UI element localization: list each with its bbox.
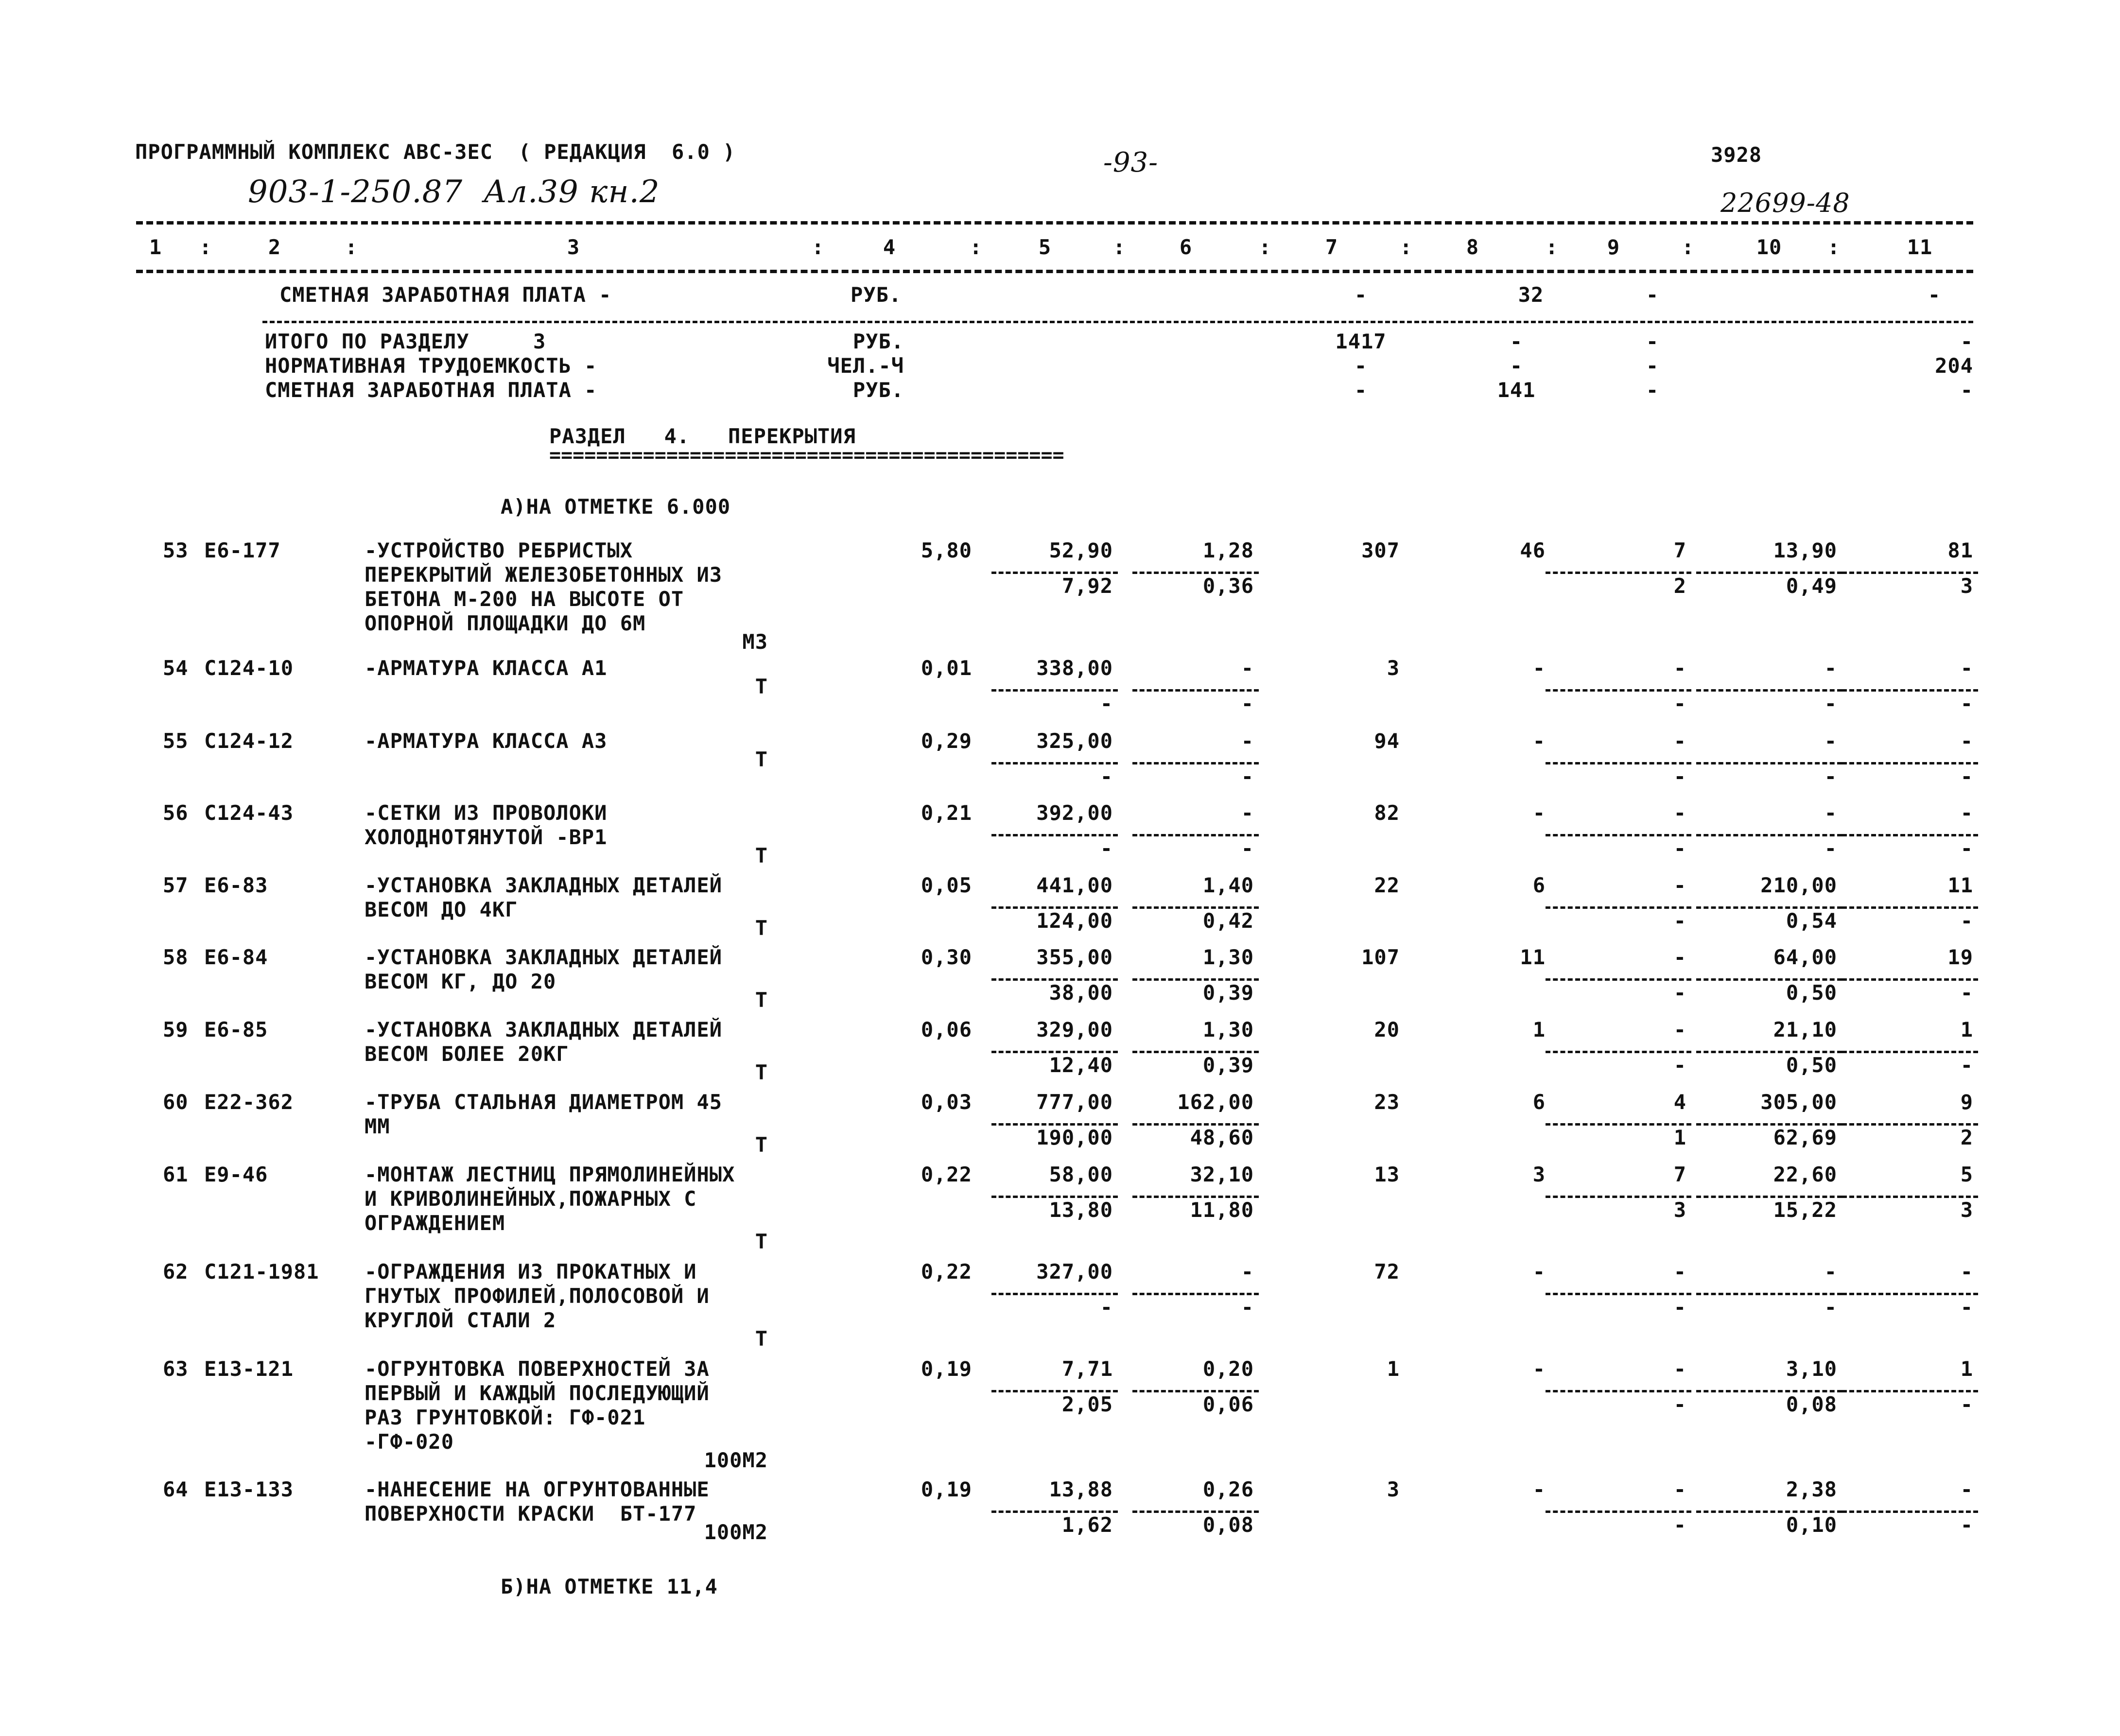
row-description-line: ВЕСОМ ДО 4КГ (365, 898, 518, 921)
row-c9: - (1673, 1260, 1686, 1284)
row-c9b: 3 (1673, 1198, 1686, 1222)
row-c11b: - (1960, 1392, 1973, 1416)
row-c5: 777,00 (1036, 1090, 1113, 1114)
row-c4: 0,22 (921, 1163, 972, 1186)
row-unit: Т (755, 1327, 768, 1351)
row-c6b: 0,08 (1202, 1513, 1254, 1537)
row-description-line: ПОВЕРХНОСТИ КРАСКИ БТ-177 (365, 1502, 697, 1526)
column-separator: : (970, 235, 983, 259)
header-rule-top (136, 221, 1973, 225)
row-c11: - (1960, 729, 1973, 753)
row-c10: 13,90 (1773, 538, 1837, 562)
row-c10b: 0,49 (1786, 574, 1837, 598)
row-c11b: - (1960, 692, 1973, 715)
row-number: 56 (163, 801, 189, 825)
row-description-line: -ОГРУНТОВКА ПОВЕРХНОСТЕЙ ЗА (365, 1357, 710, 1381)
row-unit: М3 (742, 630, 768, 654)
row-description-line: -СЕТКИ ИЗ ПРОВОЛОКИ (365, 801, 608, 825)
row-c11: 1 (1960, 1018, 1973, 1042)
row-c10b: 62,69 (1773, 1126, 1837, 1149)
row-description-line: БЕТОНА М-200 НА ВЫСОТЕ ОТ (365, 587, 684, 611)
row-c9: - (1673, 945, 1686, 969)
row-number: 61 (163, 1163, 189, 1186)
row-c11: 81 (1947, 538, 1973, 562)
row-c9b: 1 (1673, 1126, 1686, 1149)
row-code: С124-43 (204, 801, 294, 825)
column-header-4: 4 (883, 235, 896, 259)
row-description-line: -УСТАНОВКА ЗАКЛАДНЫХ ДЕТАЛЕЙ (365, 873, 723, 897)
row-code: Е6-85 (204, 1018, 268, 1042)
row-c10: 64,00 (1773, 945, 1837, 969)
row-c4: 0,29 (921, 729, 972, 753)
row-c9b: 2 (1673, 574, 1686, 598)
row-c6: 1,40 (1202, 873, 1254, 897)
row-c5b: 13,80 (1049, 1198, 1113, 1222)
row-c5b: 7,92 (1061, 574, 1113, 598)
row-c5: 441,00 (1036, 873, 1113, 897)
row-number: 58 (163, 945, 189, 969)
row-c8: 6 (1532, 873, 1546, 897)
row-description-line: ММ (365, 1114, 390, 1138)
row-number: 59 (163, 1018, 189, 1042)
row-c11: - (1960, 1260, 1973, 1284)
row-c6b: - (1241, 764, 1254, 788)
row-description-line: ОПОРНОЙ ПЛОЩАДКИ ДО 6М (365, 611, 646, 635)
row-description-line: ПЕРЕКРЫТИЙ ЖЕЛЕЗОБЕТОННЫХ ИЗ (365, 563, 723, 587)
row-number: 62 (163, 1260, 189, 1284)
row-c11: 5 (1960, 1163, 1973, 1186)
row-c7: 107 (1361, 945, 1400, 969)
row-c7: 82 (1374, 801, 1400, 825)
total-c7: 1417 (1335, 330, 1387, 353)
row-c7: 3 (1387, 656, 1400, 680)
row-c5b: 124,00 (1036, 909, 1113, 933)
column-separator: : (1546, 235, 1559, 259)
row-c11: - (1960, 1477, 1973, 1501)
page-number: -93- (1103, 147, 1159, 178)
row-description-line: -ГФ-020 (365, 1430, 454, 1454)
row-c8: - (1532, 656, 1546, 680)
row-c6b: 0,39 (1202, 981, 1254, 1005)
row-c7: 22 (1374, 873, 1400, 897)
total-c11: 204 (1935, 354, 1973, 378)
total-unit: РУБ. (852, 378, 904, 402)
row-c4: 0,22 (921, 1260, 972, 1284)
row-description-line: ВЕСОМ БОЛЕЕ 20КГ (365, 1042, 569, 1066)
summary-wage-c8: 32 (1518, 283, 1544, 307)
row-c5: 355,00 (1036, 945, 1113, 969)
column-header-3: 3 (567, 235, 580, 259)
row-c10b: 15,22 (1773, 1198, 1837, 1222)
row-unit: Т (755, 675, 768, 698)
row-unit: Т (755, 1133, 768, 1157)
row-c11b: - (1960, 909, 1973, 933)
total-c11: - (1960, 378, 1973, 402)
row-description-line: ПЕРВЫЙ И КАЖДЫЙ ПОСЛЕДУЮЩИЙ (365, 1381, 710, 1405)
row-c10b: 0,54 (1786, 909, 1837, 933)
row-c9b: - (1673, 836, 1686, 860)
row-c11: 11 (1947, 873, 1973, 897)
row-c9: - (1673, 729, 1686, 753)
row-c8: 46 (1520, 538, 1546, 562)
row-c11: - (1960, 656, 1973, 680)
row-c10b: - (1824, 1295, 1837, 1319)
row-c11b: 3 (1960, 574, 1973, 598)
row-c4: 0,06 (921, 1018, 972, 1042)
row-c11b: - (1960, 981, 1973, 1005)
row-unit: Т (755, 747, 768, 771)
row-c9b: - (1673, 1513, 1686, 1537)
row-c8: - (1532, 1260, 1546, 1284)
row-c7: 23 (1374, 1090, 1400, 1114)
column-separator: : (345, 235, 358, 259)
row-code: С124-10 (204, 656, 294, 680)
row-c6b: 11,80 (1190, 1198, 1254, 1222)
column-separator: : (812, 235, 825, 259)
row-c6: 162,00 (1177, 1090, 1254, 1114)
row-c5: 325,00 (1036, 729, 1113, 753)
summary-wage-c9: - (1646, 283, 1659, 307)
summary-wage-c7: - (1354, 283, 1368, 307)
document-code: 3928 (1711, 143, 1762, 167)
total-c7: - (1354, 354, 1368, 378)
row-c6: 1,30 (1202, 1018, 1254, 1042)
row-c5b: 190,00 (1036, 1126, 1113, 1149)
row-c6: 0,20 (1202, 1357, 1254, 1381)
handwritten-reference: 903-1-250.87 Ал.39 кн.2 (248, 174, 660, 210)
handwritten-number: 22699-48 (1720, 188, 1850, 218)
row-c8: - (1532, 1477, 1546, 1501)
row-c8: - (1532, 1357, 1546, 1381)
header-rule-bottom (136, 270, 1973, 273)
total-label: ИТОГО ПО РАЗДЕЛУ 3 (265, 330, 546, 353)
row-description-line: -АРМАТУРА КЛАССА А1 (365, 656, 608, 680)
total-c11: - (1960, 330, 1973, 353)
column-header-10: 10 (1756, 235, 1782, 259)
row-code: Е6-84 (204, 945, 268, 969)
row-c6b: 0,39 (1202, 1053, 1254, 1077)
total-label: НОРМАТИВНАЯ ТРУДОЕМКОСТЬ - (265, 354, 597, 378)
row-c10: - (1824, 1260, 1837, 1284)
total-c8: 141 (1497, 378, 1536, 402)
row-c6b: 48,60 (1190, 1126, 1254, 1149)
row-c5: 52,90 (1049, 538, 1113, 562)
row-c7: 20 (1374, 1018, 1400, 1042)
column-separator: : (1259, 235, 1272, 259)
subsection-b-title: Б)НА ОТМЕТКЕ 11,4 (501, 1575, 718, 1598)
row-unit: Т (755, 1230, 768, 1253)
row-c9: - (1673, 656, 1686, 680)
row-c10: - (1824, 801, 1837, 825)
row-description-line: ХОЛОДНОТЯНУТОЙ -ВР1 (365, 825, 608, 849)
row-c5b: - (1100, 1295, 1113, 1319)
row-unit: Т (755, 1060, 768, 1084)
row-c6: 32,10 (1190, 1163, 1254, 1186)
row-unit: Т (755, 916, 768, 940)
row-number: 54 (163, 656, 189, 680)
row-c11: - (1960, 801, 1973, 825)
row-c6: - (1241, 1260, 1254, 1284)
row-c5b: 12,40 (1049, 1053, 1113, 1077)
row-c10: - (1824, 656, 1837, 680)
column-header-9: 9 (1607, 235, 1620, 259)
row-c7: 94 (1374, 729, 1400, 753)
row-c9b: - (1673, 1392, 1686, 1416)
row-c6: 0,26 (1202, 1477, 1254, 1501)
row-code: С121-1981 (204, 1260, 319, 1284)
row-c11b: 2 (1960, 1126, 1973, 1149)
row-c4: 5,80 (921, 538, 972, 562)
row-c10: 2,38 (1786, 1477, 1837, 1501)
row-c5: 329,00 (1036, 1018, 1113, 1042)
row-c5b: 38,00 (1049, 981, 1113, 1005)
row-c5: 7,71 (1061, 1357, 1113, 1381)
column-header-11: 11 (1907, 235, 1933, 259)
row-code: Е6-177 (204, 538, 281, 562)
row-c8: - (1532, 801, 1546, 825)
total-c9: - (1646, 330, 1659, 353)
row-code: Е6-83 (204, 873, 268, 897)
row-c10: 22,60 (1773, 1163, 1837, 1186)
row-c5: 338,00 (1036, 656, 1113, 680)
row-c9b: - (1673, 1295, 1686, 1319)
row-code: Е9-46 (204, 1163, 268, 1186)
row-c7: 72 (1374, 1260, 1400, 1284)
row-c6b: - (1241, 836, 1254, 860)
row-number: 64 (163, 1477, 189, 1501)
column-separator: : (199, 235, 212, 259)
row-c10b: - (1824, 692, 1837, 715)
row-c10: 21,10 (1773, 1018, 1837, 1042)
summary-wage-unit: РУБ. (851, 283, 902, 307)
row-c7: 13 (1374, 1163, 1400, 1186)
row-c5b: 2,05 (1061, 1392, 1113, 1416)
row-c9b: - (1673, 981, 1686, 1005)
row-c10: 305,00 (1760, 1090, 1837, 1114)
row-c6b: 0,36 (1202, 574, 1254, 598)
total-c9: - (1646, 354, 1659, 378)
row-c8: - (1532, 729, 1546, 753)
row-c10: 210,00 (1760, 873, 1837, 897)
row-c9: 7 (1673, 1163, 1686, 1186)
column-header-8: 8 (1466, 235, 1479, 259)
row-c6: 1,28 (1202, 538, 1254, 562)
row-c7: 307 (1361, 538, 1400, 562)
row-c4: 0,21 (921, 801, 972, 825)
row-c11b: - (1960, 836, 1973, 860)
row-c6b: - (1241, 692, 1254, 715)
row-description-line: -ТРУБА СТАЛЬНАЯ ДИАМЕТРОМ 45 (365, 1090, 723, 1114)
row-c11b: 3 (1960, 1198, 1973, 1222)
total-c8: - (1510, 354, 1523, 378)
row-description-line: КРУГЛОЙ СТАЛИ 2 (365, 1308, 556, 1332)
row-c4: 0,19 (921, 1477, 972, 1501)
row-c11: 1 (1960, 1357, 1973, 1381)
row-c10: - (1824, 729, 1837, 753)
row-c11b: - (1960, 764, 1973, 788)
row-c11b: - (1960, 1295, 1973, 1319)
total-c8: - (1510, 330, 1523, 353)
row-number: 60 (163, 1090, 189, 1114)
row-c4: 0,05 (921, 873, 972, 897)
row-c5: 327,00 (1036, 1260, 1113, 1284)
row-description-line: -УСТАНОВКА ЗАКЛАДНЫХ ДЕТАЛЕЙ (365, 1018, 723, 1042)
row-c6: 1,30 (1202, 945, 1254, 969)
row-c5: 13,88 (1049, 1477, 1113, 1501)
row-c8: 3 (1532, 1163, 1546, 1186)
row-c9: - (1673, 1477, 1686, 1501)
row-c9b: - (1673, 692, 1686, 715)
row-c9: - (1673, 873, 1686, 897)
column-header-7: 7 (1325, 235, 1338, 259)
row-c9b: - (1673, 1053, 1686, 1077)
row-number: 57 (163, 873, 189, 897)
row-c10b: 0,08 (1786, 1392, 1837, 1416)
row-number: 53 (163, 538, 189, 562)
subsection-a-title: А)НА ОТМЕТКЕ 6.000 (501, 495, 731, 519)
row-unit: 100М2 (704, 1520, 768, 1544)
row-c11b: - (1960, 1513, 1973, 1537)
row-c11: 19 (1947, 945, 1973, 969)
row-c4: 0,03 (921, 1090, 972, 1114)
row-description-line: РАЗ ГРУНТОВКОЙ: ГФ-021 (365, 1406, 646, 1429)
row-code: Е13-133 (204, 1477, 294, 1501)
row-description-line: ОГРАЖДЕНИЕМ (365, 1211, 505, 1235)
row-description-line: ВЕСОМ КГ, ДО 20 (365, 970, 556, 993)
row-c5b: - (1100, 836, 1113, 860)
summary-wage-label: СМЕТНАЯ ЗАРАБОТНАЯ ПЛАТА - (279, 283, 612, 307)
column-separator: : (1113, 235, 1126, 259)
row-c8: 1 (1532, 1018, 1546, 1042)
column-header-2: 2 (268, 235, 281, 259)
row-description-line: -УСТРОЙСТВО РЕБРИСТЫХ (365, 538, 633, 562)
row-c9b: - (1673, 909, 1686, 933)
row-c10b: 0,50 (1786, 981, 1837, 1005)
section-title: РАЗДЕЛ 4. ПЕРЕКРЫТИЯ (549, 424, 856, 448)
row-c4: 0,30 (921, 945, 972, 969)
row-c5b: - (1100, 692, 1113, 715)
row-c4: 0,19 (921, 1357, 972, 1381)
column-separator: : (1827, 235, 1841, 259)
row-c7: 3 (1387, 1477, 1400, 1501)
row-c11: 9 (1960, 1090, 1973, 1114)
row-description-line: ГНУТЫХ ПРОФИЛЕЙ,ПОЛОСОВОЙ И (365, 1284, 710, 1308)
row-c6b: 0,42 (1202, 909, 1254, 933)
row-description-line: -НАНЕСЕНИЕ НА ОГРУНТОВАННЫЕ (365, 1477, 710, 1501)
row-c11b: - (1960, 1053, 1973, 1077)
row-c4: 0,01 (921, 656, 972, 680)
row-description-line: -ОГРАЖДЕНИЯ ИЗ ПРОКАТНЫХ И (365, 1260, 697, 1284)
row-c10b: 0,10 (1786, 1513, 1837, 1537)
row-unit: 100М2 (704, 1448, 768, 1472)
row-c5: 392,00 (1036, 801, 1113, 825)
row-c9: 4 (1673, 1090, 1686, 1114)
row-c7: 1 (1387, 1357, 1400, 1381)
row-description-line: -АРМАТУРА КЛАССА А3 (365, 729, 608, 753)
row-number: 55 (163, 729, 189, 753)
row-c10b: - (1824, 764, 1837, 788)
row-c6b: 0,06 (1202, 1392, 1254, 1416)
row-c9: - (1673, 1018, 1686, 1042)
row-c5b: - (1100, 764, 1113, 788)
column-header-6: 6 (1179, 235, 1193, 259)
total-c7: - (1354, 378, 1368, 402)
row-c6: - (1241, 801, 1254, 825)
row-c9b: - (1673, 764, 1686, 788)
summary-wage-c11: - (1928, 283, 1941, 307)
total-c9: - (1646, 378, 1659, 402)
column-header-1: 1 (149, 235, 162, 259)
row-number: 63 (163, 1357, 189, 1381)
row-c5b: 1,62 (1061, 1513, 1113, 1537)
row-c10b: - (1824, 836, 1837, 860)
column-separator: : (1682, 235, 1695, 259)
row-c6b: - (1241, 1295, 1254, 1319)
row-c8: 6 (1532, 1090, 1546, 1114)
total-unit: РУБ. (852, 330, 904, 353)
row-code: Е22-362 (204, 1090, 294, 1114)
row-code: С124-12 (204, 729, 294, 753)
row-description-line: -МОНТАЖ ЛЕСТНИЦ ПРЯМОЛИНЕЙНЫХ (365, 1163, 735, 1186)
program-header: ПРОГРАММНЫЙ КОМПЛЕКС АВС-3ЕС ( РЕДАКЦИЯ 6.0 ) (135, 140, 736, 164)
row-c9: - (1673, 1357, 1686, 1381)
row-c10: 3,10 (1786, 1357, 1837, 1381)
row-unit: Т (755, 844, 768, 868)
row-unit: Т (755, 988, 768, 1012)
summary-rule (262, 321, 1973, 323)
row-c6: - (1241, 729, 1254, 753)
row-c10b: 0,50 (1786, 1053, 1837, 1077)
row-description-line: -УСТАНОВКА ЗАКЛАДНЫХ ДЕТАЛЕЙ (365, 945, 723, 969)
row-description-line: И КРИВОЛИНЕЙНЫХ,ПОЖАРНЫХ С (365, 1187, 697, 1211)
row-c9: 7 (1673, 538, 1686, 562)
row-c6: - (1241, 656, 1254, 680)
row-c5: 58,00 (1049, 1163, 1113, 1186)
total-unit: ЧЕЛ.-Ч (827, 354, 904, 378)
row-c9: - (1673, 801, 1686, 825)
section-title-rule: ============================================ (549, 444, 1064, 467)
row-c8: 11 (1520, 945, 1546, 969)
column-separator: : (1400, 235, 1413, 259)
row-code: Е13-121 (204, 1357, 294, 1381)
total-label: СМЕТНАЯ ЗАРАБОТНАЯ ПЛАТА - (265, 378, 597, 402)
column-header-5: 5 (1038, 235, 1052, 259)
